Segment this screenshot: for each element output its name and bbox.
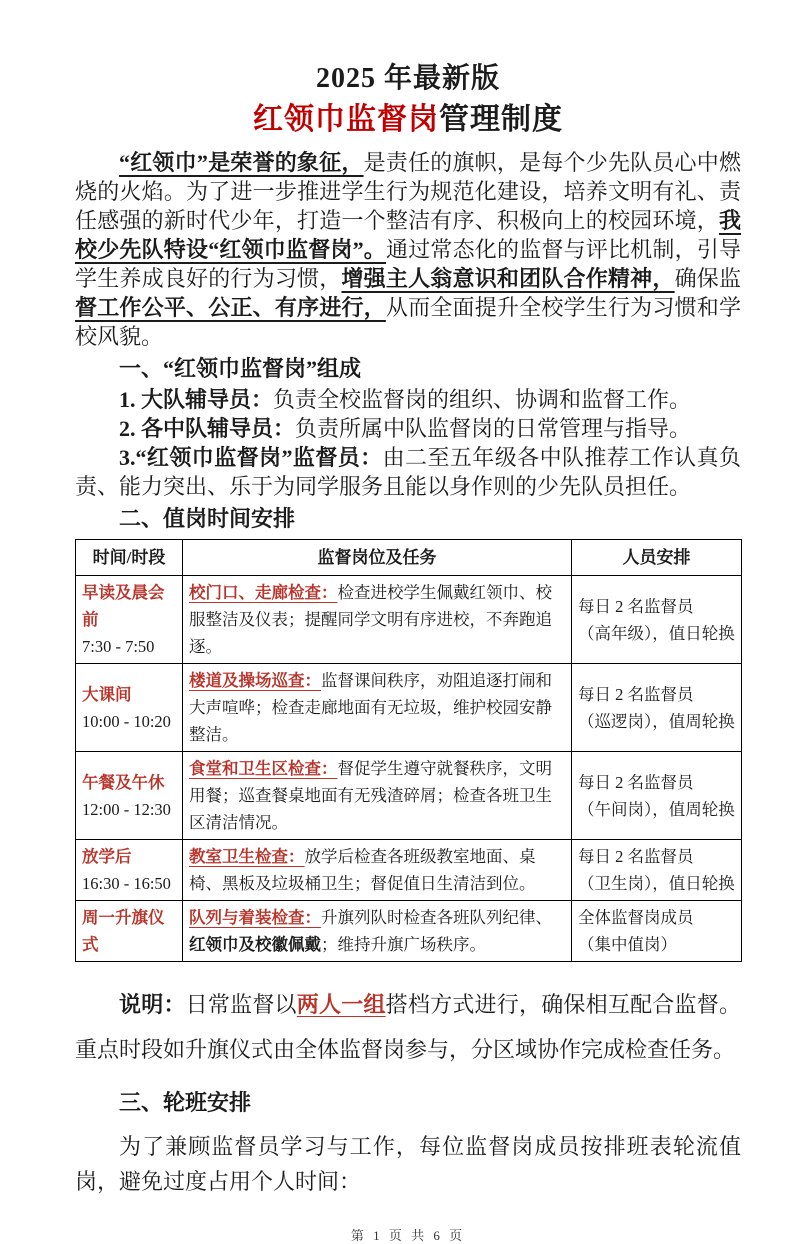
intro-segment: 从而全面提升全校学生行为习惯和学校风貌。 — [75, 295, 741, 349]
task-cell — [183, 901, 572, 962]
intro-segment: 我校少先队特设“红领巾监督岗”。 — [75, 208, 741, 262]
task-text-bold: 红领巾及校徽佩戴 — [189, 935, 321, 954]
time-label: 午餐及午休 — [82, 772, 165, 792]
section3-paragraph: 为了兼顾监督员学习与工作，每位监督岗成员按排班表轮流值岗，避免过度占用个人时间： — [75, 1134, 741, 1194]
col-header-task: 监督岗位及任务 — [183, 540, 572, 576]
staff-line2: （高年级），值日轮换 — [578, 623, 735, 643]
page-footer: 第 1 页 共 6 页 — [350, 1228, 466, 1243]
doc-title-accent: 红领巾监督岗 — [253, 103, 439, 136]
time-range: 16:30 - 16:50 — [82, 874, 171, 893]
note-lead: 说明： — [119, 992, 186, 1017]
duty-item-lead: 1. 大队辅导员： — [119, 387, 274, 412]
task-text: 放学后检查各班级教室地面、桌椅、黑板及垃圾桶卫生；督促值日生清洁到位。 — [189, 847, 536, 893]
time-cell — [76, 840, 183, 901]
note-pre: 日常监督以 — [185, 992, 297, 1017]
note-post: 搭档方式进行，确保相互配合监督。重点时段如升旗仪式由全体监督岗参与，分区域协作完成检查任务。 — [75, 992, 741, 1062]
section2-heading: 二、值岗时间安排 — [119, 506, 296, 531]
intro-segment: “红领巾”是荣誉的象征， — [119, 150, 364, 175]
duty-item-lead: 3.“红领巾监督岗”监督员： — [119, 445, 383, 470]
time-label: 周一升旗仪式 — [82, 908, 165, 954]
time-range: 10:00 - 10:20 — [82, 711, 171, 731]
task-lead: 食堂和卫生区检查： — [189, 759, 338, 778]
col-header-staff: 人员安排 — [572, 540, 742, 576]
time-label: 放学后 — [82, 847, 132, 866]
section3-heading: 三、轮班安排 — [119, 1090, 252, 1115]
note-emphasis: 两人一组 — [296, 992, 386, 1017]
task-lead: 教室卫生检查： — [189, 847, 305, 866]
duty-item-lead: 2. 各中队辅导员： — [119, 416, 296, 441]
time-label: 早读及晨会前 — [82, 583, 165, 629]
duty-item-text: 负责所属中队监督岗的日常管理与指导。 — [295, 416, 692, 441]
task-text: 监督课间秩序，劝阻追逐打闹和大声喧哗；检查走廊地面有无垃圾，维护校园安静整洁。 — [189, 671, 552, 744]
duty-item-text: 由二至五年级各中队推荐工作认真负责、能力突出、乐于为同学服务且能以身作则的少先队员担任。 — [75, 445, 741, 499]
intro-segment: 通过常态化的监督与评比机制，引导学生养成良好的行为习惯， — [75, 237, 741, 291]
intro-segment: 是责任的旗帜，是每个少先队员心中燃烧的火焰。为了进一步推进学生行为规范化建设，培养文明有礼、责任感强的新时代少年，打造一个整洁有序、积极向上的校园环境， — [75, 150, 741, 233]
staff-line2: （巡逻岗），值周轮换 — [578, 711, 735, 731]
note-paragraph — [75, 982, 741, 1072]
staff-line1: 每日 2 名监督员 — [578, 772, 694, 792]
duty-item-1 — [75, 385, 741, 414]
table-row-lunch — [76, 752, 742, 840]
staff-line2: （午间岗），值周轮换 — [578, 799, 735, 819]
task-cell — [183, 752, 572, 840]
intro-segment: 增强主人翁意识和团队合作精神， — [341, 266, 675, 291]
task-cell — [183, 576, 572, 664]
intro-segment: 确保监 — [674, 266, 741, 291]
staff-cell — [572, 840, 742, 901]
task-text: 升旗列队时检查各班队列纪律、 — [321, 908, 552, 927]
time-range: 7:30 - 7:50 — [82, 637, 155, 656]
staff-cell — [572, 752, 742, 840]
table-row-after-school — [76, 840, 742, 901]
task-cell — [183, 664, 572, 752]
staff-line2: （卫生岗），值日轮换 — [578, 874, 735, 893]
time-range: 12:00 - 12:30 — [82, 799, 171, 819]
staff-line1: 全体监督岗成员 — [578, 908, 694, 927]
staff-line2: （集中值岗） — [578, 935, 677, 954]
duty-item-3 — [75, 443, 741, 501]
time-label: 大课间 — [82, 684, 132, 704]
time-cell — [76, 752, 183, 840]
table-header-row — [76, 540, 742, 576]
task-lead: 楼道及操场巡查： — [189, 671, 321, 690]
section1-heading: 一、“红领巾监督岗”组成 — [119, 356, 362, 381]
task-text-post: ；维持升旗广场秩序。 — [321, 935, 486, 954]
intro-segment: 督工作公平、公正、有序进行， — [75, 295, 386, 320]
staff-cell — [572, 576, 742, 664]
time-cell — [76, 901, 183, 962]
col-header-time: 时间/时段 — [76, 540, 183, 576]
duty-item-2 — [75, 414, 741, 443]
task-lead: 队列与着装检查： — [189, 908, 321, 927]
table-row-flag-ceremony — [76, 901, 742, 962]
staff-line1: 每日 2 名监督员 — [578, 684, 694, 704]
task-text: 检查进校学生佩戴红领巾、校服整洁及仪表；提醒同学文明有序进校，不奔跑追逐。 — [189, 583, 552, 656]
duty-item-text: 负责全校监督岗的组织、协调和监督工作。 — [273, 387, 692, 412]
table-row-morning — [76, 576, 742, 664]
task-lead: 校门口、走廊检查： — [189, 583, 338, 602]
duty-schedule-table — [75, 539, 742, 962]
intro-paragraph — [75, 148, 741, 351]
task-text: 督促学生遵守就餐秩序，文明用餐；巡查餐桌地面有无残渣碎屑；检查各班卫生区清洁情况。 — [189, 759, 552, 832]
doc-title-main — [75, 98, 741, 142]
staff-cell — [572, 664, 742, 752]
staff-line1: 每日 2 名监督员 — [578, 596, 694, 616]
staff-line1: 每日 2 名监督员 — [578, 847, 694, 866]
staff-cell — [572, 901, 742, 962]
doc-title-version: 2025 年最新版 — [315, 63, 500, 94]
time-cell — [76, 664, 183, 752]
doc-title-suffix: 管理制度 — [439, 103, 563, 136]
time-cell — [76, 576, 183, 664]
task-cell — [183, 840, 572, 901]
table-row-recess — [76, 664, 742, 752]
